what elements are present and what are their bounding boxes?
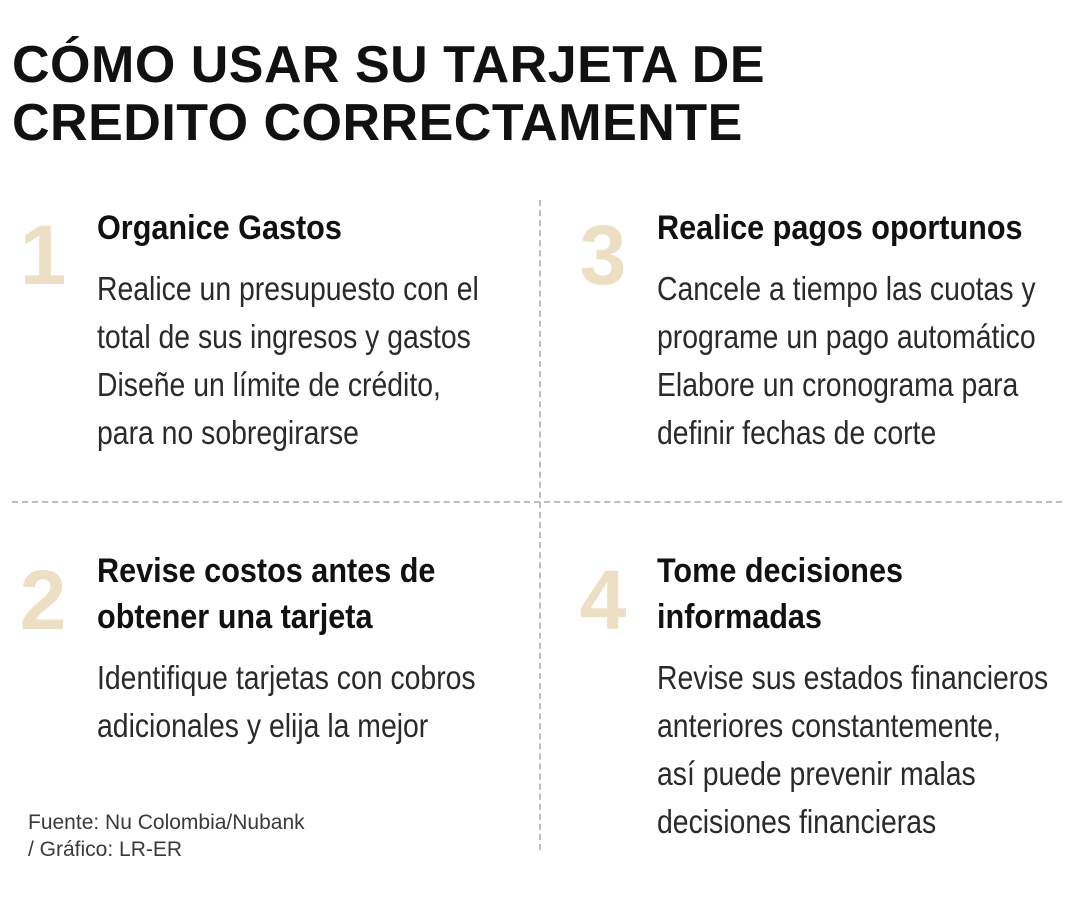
step-heading [97, 548, 484, 640]
step-body-line: Identifique tarjetas con cobros [97, 659, 476, 696]
step-body [97, 265, 479, 457]
step-body-line: para no sobregirarse [97, 414, 359, 451]
step-number: 1 [10, 213, 76, 297]
step-number: 2 [10, 558, 76, 642]
step-heading [657, 205, 1044, 251]
step-heading-line: Tome decisiones [657, 552, 904, 590]
vertical-divider [539, 200, 541, 850]
step-body-line: programe un pago automático [657, 318, 1036, 355]
step-body-line: así puede prevenir malas [657, 755, 976, 792]
step-organice-gastos [19, 205, 527, 457]
step-body-line: adicionales y elija la mejor [97, 707, 429, 744]
step-body-line: Realice un presupuesto con el [97, 270, 479, 307]
step-body-line: Cancele a tiempo las cuotas y [657, 270, 1036, 307]
step-heading-line: obtener una tarjeta [97, 598, 373, 636]
step-heading-line: Organice Gastos [97, 209, 342, 247]
step-body-line: Elabore un cronograma para [657, 366, 1019, 403]
step-heading-line: informadas [657, 598, 822, 636]
step-tome-decisiones [579, 548, 1080, 846]
step-body-line: definir fechas de corte [657, 414, 937, 451]
step-body [657, 265, 1036, 457]
source-line: / Gráfico: LR-ER [28, 838, 183, 861]
step-heading-line: Realice pagos oportunos [657, 209, 1023, 247]
step-heading [657, 548, 1044, 640]
step-body [97, 654, 476, 750]
step-heading [97, 205, 484, 251]
step-body-line: total de sus ingresos y gastos [97, 318, 471, 355]
step-revise-costos [19, 548, 527, 750]
step-realice-pagos [579, 205, 1080, 457]
step-body-line: Diseñe un límite de crédito, [97, 366, 441, 403]
page-title [12, 36, 1012, 152]
step-number: 4 [570, 558, 636, 642]
step-body-line: anteriores constantemente, [657, 707, 1001, 744]
step-heading-line: Revise costos antes de [97, 552, 436, 590]
title-line-2: CREDITO CORRECTAMENTE [12, 94, 743, 152]
step-body-line: Revise sus estados financieros [657, 659, 1049, 696]
source-credit [28, 809, 305, 863]
source-line: Fuente: Nu Colombia/Nubank [28, 811, 305, 834]
step-body-line: decisiones financieras [657, 803, 937, 840]
step-body [657, 654, 1049, 846]
horizontal-divider [12, 501, 1062, 503]
step-number: 3 [570, 213, 636, 297]
title-line-1: CÓMO USAR SU TARJETA DE [12, 36, 766, 94]
